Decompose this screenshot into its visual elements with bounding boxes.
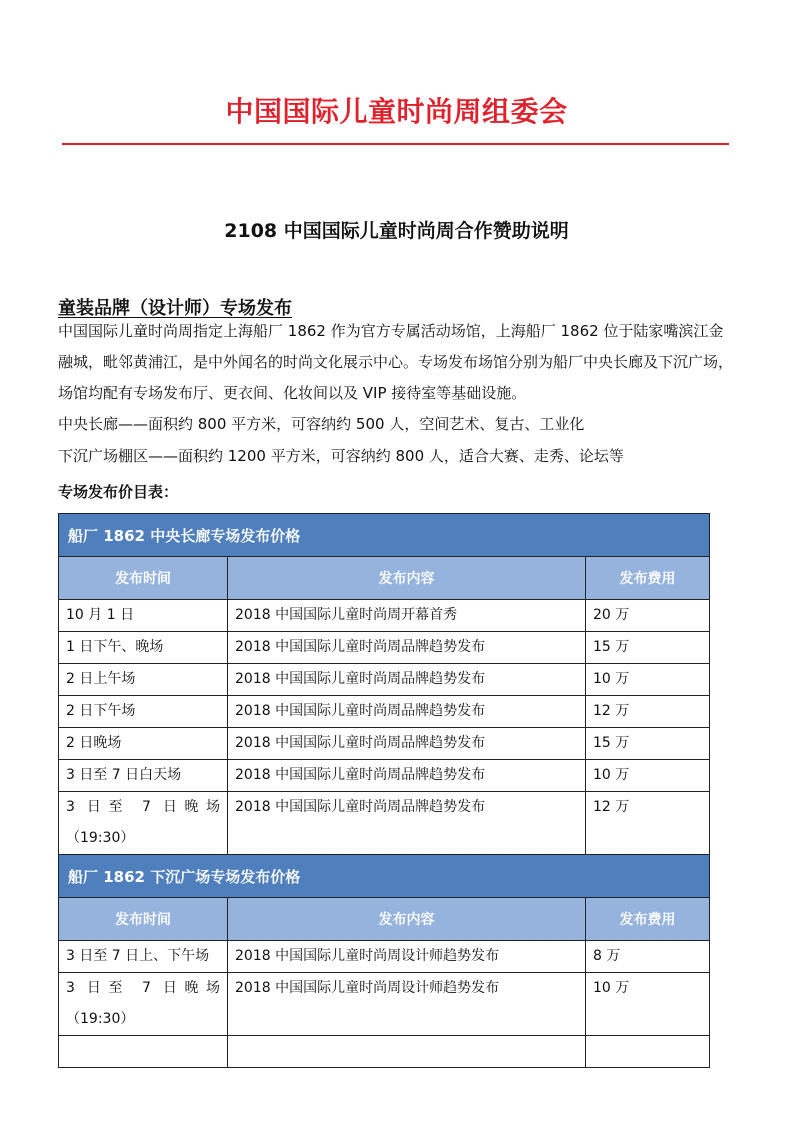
- cell-fee: 10 万: [586, 760, 710, 792]
- cell-content: 2018 中国国际儿童时尚周品牌趋势发布: [228, 696, 586, 728]
- org-title: 中国国际儿童时尚周组委会: [225, 95, 568, 128]
- cell-content: [228, 1036, 586, 1068]
- cell-fee: [586, 1036, 710, 1068]
- table-row: [59, 632, 710, 664]
- cell-fee: 20 万: [586, 600, 710, 632]
- cell-content: 2018 中国国际儿童时尚周品牌趋势发布: [228, 664, 586, 696]
- column-header-fee: 发布费用: [586, 557, 710, 600]
- table-header-row: [59, 898, 710, 941]
- section-heading: 童装品牌（设计师）专场发布: [58, 298, 292, 319]
- table-row: [59, 600, 710, 632]
- table-row-empty: [59, 1036, 710, 1068]
- cell-content: 2018 中国国际儿童时尚周设计师趋势发布: [228, 941, 586, 973]
- venue-line-sunken-plaza: 下沉广场棚区——面积约 1200 平方米，可容纳约 800 人，适合大赛、走秀、论坛等: [58, 447, 624, 465]
- cell-time: 3 日至 7 日晚场（19:30）: [59, 973, 228, 1036]
- cell-fee: 10 万: [586, 664, 710, 696]
- cell-fee: 10 万: [586, 973, 710, 1036]
- cell-time: 3 日至 7 日上、下午场: [59, 941, 228, 973]
- title-divider: [62, 143, 729, 145]
- cell-fee: 15 万: [586, 728, 710, 760]
- section-title: 船厂 1862 中央长廊专场发布价格: [59, 514, 710, 557]
- table-row: [59, 664, 710, 696]
- table-row: [59, 941, 710, 973]
- cell-fee: 8 万: [586, 941, 710, 973]
- cell-time: 2 日上午场: [59, 664, 228, 696]
- cell-content: 2018 中国国际儿童时尚周设计师趋势发布: [228, 973, 586, 1036]
- table-row: [59, 728, 710, 760]
- column-header-content: 发布内容: [228, 557, 586, 600]
- section-title: 船厂 1862 下沉广场专场发布价格: [59, 855, 710, 898]
- cell-fee: 12 万: [586, 792, 710, 855]
- cell-time: 1 日下午、晚场: [59, 632, 228, 664]
- table-row: [59, 973, 710, 1036]
- price-list-label: 专场发布价目表：: [58, 483, 179, 501]
- cell-time: 3 日至 7 日晚场（19:30）: [59, 792, 228, 855]
- table-row: [59, 760, 710, 792]
- cell-time: 2 日晚场: [59, 728, 228, 760]
- table-header-row: [59, 557, 710, 600]
- cell-time: [59, 1036, 228, 1068]
- cell-content: 2018 中国国际儿童时尚周品牌趋势发布: [228, 792, 586, 855]
- cell-time: 3 日至 7 日白天场: [59, 760, 228, 792]
- table-row: [59, 792, 710, 855]
- column-header-time: 发布时间: [59, 557, 228, 600]
- cell-content: 2018 中国国际儿童时尚周品牌趋势发布: [228, 728, 586, 760]
- cell-content: 2018 中国国际儿童时尚周开幕首秀: [228, 600, 586, 632]
- column-header-fee: 发布费用: [586, 898, 710, 941]
- table-section-header: [59, 514, 710, 557]
- intro-paragraph: 中国国际儿童时尚周指定上海船厂 1862 作为官方专属活动场馆，上海船厂 1862 位于陆家嘴滨江金融城，毗邻黄浦江，是中外闻名的时尚文化展示中心。专场发布场馆分别为船厂中央长廊及下沉广场，场馆均配有专场发布厅、更衣间、化妆间以及 VIP 接待室等基础设施。: [58, 322, 734, 402]
- cell-fee: 12 万: [586, 696, 710, 728]
- cell-content: 2018 中国国际儿童时尚周品牌趋势发布: [228, 760, 586, 792]
- venue-line-central-corridor: 中央长廊——面积约 800 平方米，可容纳约 500 人，空间艺术、复古、工业化: [58, 415, 585, 433]
- price-table: [58, 513, 710, 1068]
- cell-time: 2 日下午场: [59, 696, 228, 728]
- table-row: [59, 696, 710, 728]
- column-header-time: 发布时间: [59, 898, 228, 941]
- cell-fee: 15 万: [586, 632, 710, 664]
- cell-content: 2018 中国国际儿童时尚周品牌趋势发布: [228, 632, 586, 664]
- document-title: 2108 中国国际儿童时尚周合作赞助说明: [224, 220, 569, 242]
- cell-time: 10 月 1 日: [59, 600, 228, 632]
- table-section-header: [59, 855, 710, 898]
- column-header-content: 发布内容: [228, 898, 586, 941]
